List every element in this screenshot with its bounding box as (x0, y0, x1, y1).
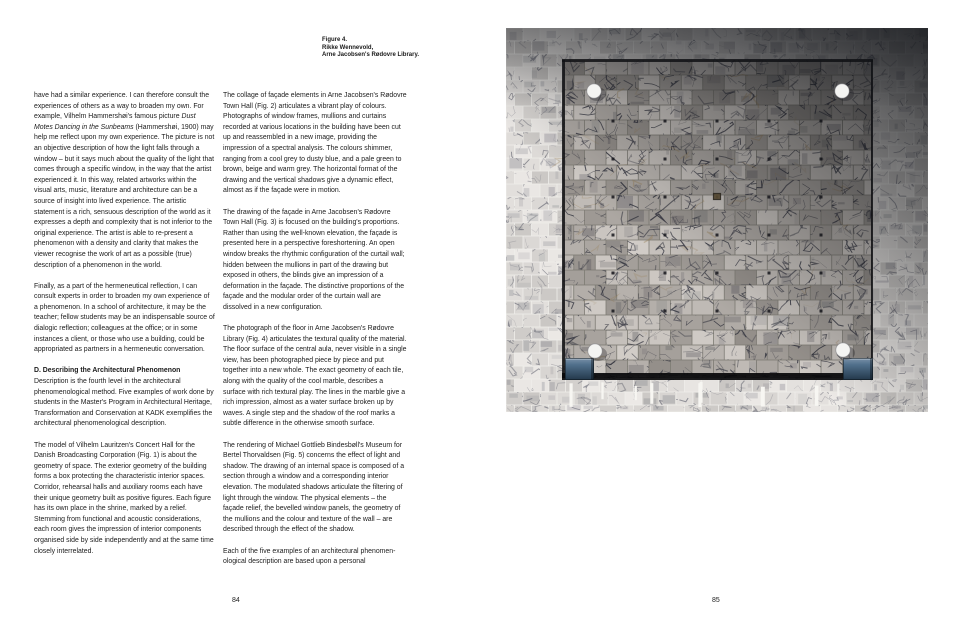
paragraph: Finally, as a part of the hermeneutical reflection, I can consult experts in order to broaden my own experience of a phenomenon. In a school of architecture, it may be the teacher; fellow students may be an indispensable source of dialogic reflection; colleagues at the office; or in some instances a client, or those who use a building, could be appropriated as partners in a hermeneutic conversation. (34, 282, 215, 354)
paragraph: The model of Vilhelm Lauritzen's Concert Hall for the Danish Broadcasting Corporation (Fig. 1) is about the geometry of space. The exterior geometry of the building forms a box protecting the characteristic interior spaces. Corridor, rehearsal halls and auxiliary rooms each have their unique geometry built as positive figures. Each figure has its own place in the shrine, marked by a relief. Stemming from functional and acoustic considerations, each room gives the impression of interior components organised side by side independently and at the same time closely interrelated. (34, 441, 214, 555)
paragraph: The photograph of the floor in Arne Jacobsen's Rødovre Library (Fig. 4) articulates the textural quality of the material. The floor surface of the central aula, never visible in a single view, has been photographed piece by piece and put together into a new whole. The exact geometry of each tile, along with the quality of the cool marble, describes a surface with rich textural play. The lines in the marble give a rich impression, almost as a water surface broken up by waves. A single step and the shadow of the roof marks a subtle difference in the otherwise smooth surface. (223, 325, 407, 428)
paragraph: The rendering of Michael Gottlieb Bindesbøll's Museum for Bertel Thorvaldsen (Fig. 5) concerns the effect of light and shadow. The drawing of an internal space is composed of a section through a window and a corresponding interior elevation. The modulated shadows articulate the filtering of light through the window. The physical elements – the façade relief, the bevelled window panels, the geometry of the mullions and the colour and texture of the wall – are described through the effect of the shadow. (223, 441, 405, 534)
paragraph: Description is the fourth level in the architectural phenomenological method. Five examples of work done by students in the Master's Program in Architectural Heritage, Transformation and Conservation at KADK exemplifies the architectural phenomenological description. (34, 378, 214, 428)
paragraph: The collage of façade elements in Arne Jacobsen's Rødovre Town Hall (Fig. 2) articulates a vibrant play of colours. Photographs of window frames, mullions and curtains recorded at various locations in the building have been cut up and reassembled in a new image, providing the impression of a spectral analysis. The colours shimmer, ranging from a cool grey to dusty blue, and a pale green to brown, beige and warm grey. The horizontal format of the drawing and the vertical shadows give a dynamic effect, almost as if the façade were in motion. (223, 92, 407, 195)
paragraph: Each of the five examples of an architectural phenomen-ological description are based upon a personal (223, 547, 396, 566)
figure-4-photo (506, 28, 928, 412)
italic-title: Dust Motes Dancing in the Sunbeams (34, 113, 196, 131)
figure-caption-line: Rikke Wennevold, (322, 44, 374, 51)
paragraph (34, 91, 215, 271)
section-heading: D. Describing the Architectural Phenomenon (34, 367, 181, 375)
page-number-right: 85 (712, 597, 720, 604)
text-column-1 (34, 91, 215, 568)
paragraph-text: have had a similar experience. I can therefore consult the experiences of others as a way to broaden my own. For example, Vilhelm Hammershøi's famous picture (34, 92, 210, 121)
page-number-left: 84 (232, 597, 240, 604)
paragraph: The drawing of the façade in Arne Jacobsen's Rødovre Town Hall (Fig. 3) is focused on the building's proportions. Rather than using the well-known elevation, the façade is presented here in a perspective foreshortening. An open window breaks the rhythmic configuration of the curtail wall; hidden between the mullions in part of the drawing but exposed in others, the blinds give an impression of a deformation in the façade. The distinctive proportions of the façade and the modular order of the curtain wall are dissolved in a new configuration. (223, 208, 405, 311)
text-column-2 (223, 91, 407, 578)
figure-caption-line: Arne Jacobsen's Rødovre Library. (322, 52, 420, 59)
figure-caption (322, 37, 419, 60)
figure-caption-line: Figure 4. (322, 37, 348, 43)
paragraph-text: (Hammershøi, 1900) may help me reflect upon my own experience. The picture is not an objective description of how the light falls through a window – but it says much about the quality of the light that comes through a specific window, in the way that the artist experienced it. In this way, related artworks within the visual arts, music, literature and architecture can be a source of insight into lived experience. The artistic statement is a rich, sensuous description of the world as it expresses a depth and complexity that is not inferior to the original experience. The artist is able to re-present a phenomenon with a density and clarity that makes the viewer recognise the work of art as a possible (true) description of a phenomenon in the world. (34, 123, 215, 269)
